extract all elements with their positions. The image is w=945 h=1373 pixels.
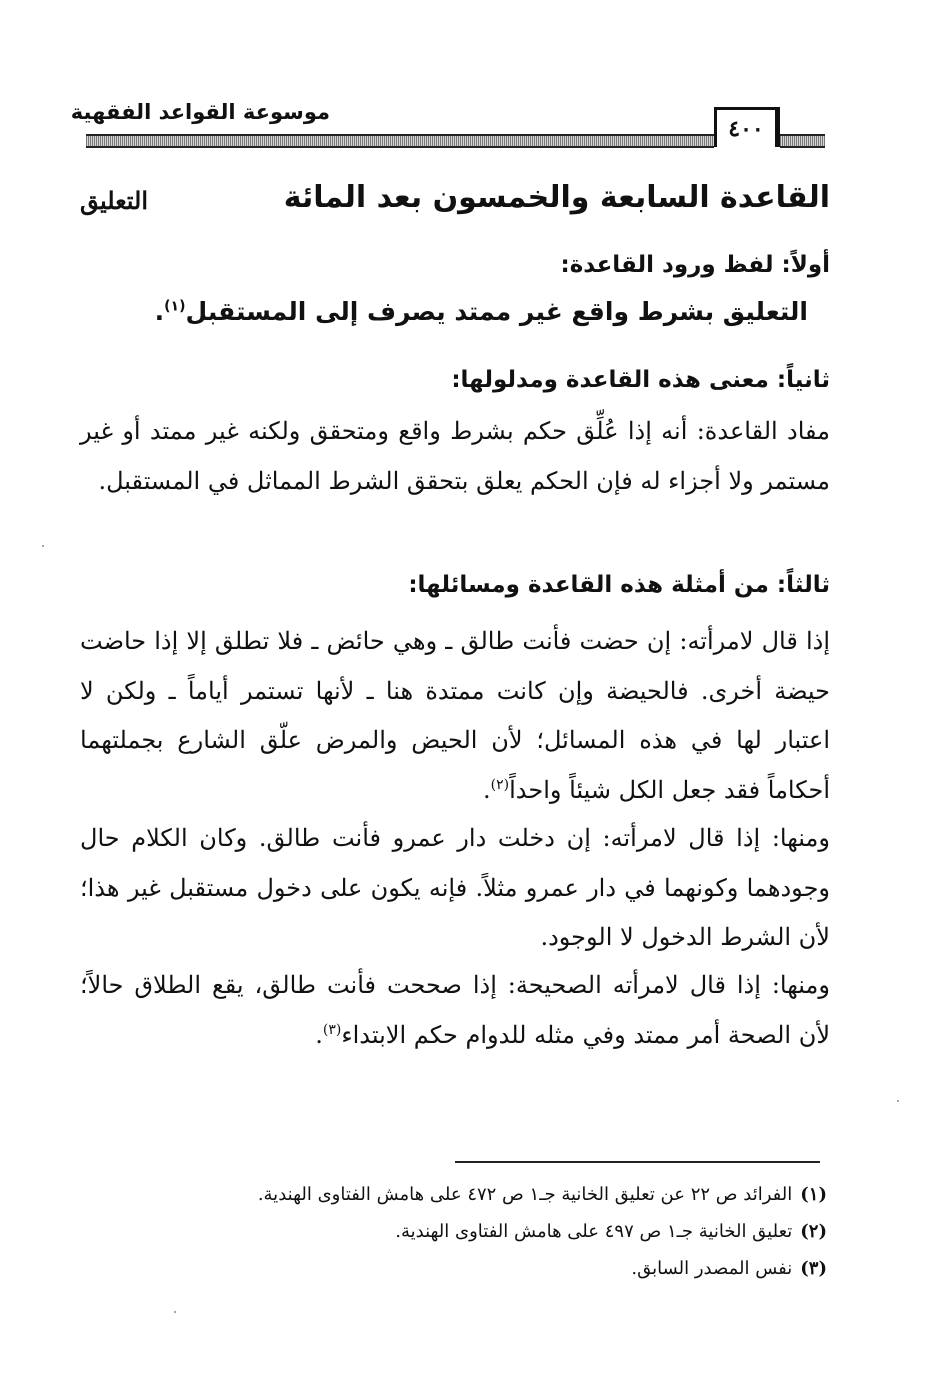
rule-statement-end: . bbox=[154, 297, 165, 326]
scan-speck bbox=[897, 1100, 899, 1102]
footnote-1-text: الفرائد ص ٢٢ عن تعليق الخانية جـ١ ص ٤٧٢ على هامش الفتاوى الهندية. bbox=[257, 1184, 793, 1205]
footnote-separator bbox=[455, 1161, 820, 1163]
footnote-ref-1: (١) bbox=[164, 298, 186, 315]
footnote-ref-3: (٣) bbox=[322, 1021, 342, 1038]
topic-label: التعليق bbox=[80, 186, 149, 215]
rule-statement-text: التعليق بشرط واقع غير ممتد يصرف إلى المستقبل bbox=[185, 297, 808, 326]
section-heading-first: أولاً: لفظ ورود القاعدة: bbox=[560, 252, 830, 278]
example-paragraph-1 bbox=[80, 617, 830, 815]
scan-speck bbox=[174, 1311, 176, 1313]
running-header-title: موسوعة القواعد الفقهية bbox=[70, 100, 330, 124]
footnote-2-text: تعليق الخانية جـ١ ص ٤٩٧ على هامش الفتاوى الهندية. bbox=[395, 1221, 793, 1242]
header-rule-end bbox=[780, 134, 825, 148]
example-1-text: إذا قال لامرأته: إن حضت فأنت طالق ـ وهي حائض ـ فلا تطلق إلا إذا حاضت حيضة أخرى. فالحيضة وإن كانت ممتدة هنا ـ لأنها تستمر أياماً ـ ولكن لا اعتبار لها في هذه المسائل؛ لأن الحيض والمرض علّق الشارع بجملتهما أحكاماً فقد جعل الكل شيئاً واحداً bbox=[80, 627, 830, 804]
example-paragraph-2: ومنها: إذا قال لامرأته: إن دخلت دار عمرو فأنت طالق. وكان الكلام حال وجودهما وكونهما في دار عمرو مثلاً. فإنه يكون على دخول مستقبل غير هذا؛ لأن الشرط الدخول لا الوجود. bbox=[80, 824, 830, 951]
example-paragraph-3 bbox=[80, 961, 830, 1060]
chapter-title: القاعدة السابعة والخمسون بعد المائة bbox=[283, 180, 830, 215]
footnote-ref-2: (٢) bbox=[490, 776, 510, 793]
meaning-paragraph: مفاد القاعدة: أنه إذا عُلِّق حكم بشرط واقع ومتحقق ولكنه غير ممتد أو غير مستمر ولا أجزاء له فإن الحكم يعلق بتحقق الشرط المماثل في المستقبل. bbox=[80, 417, 830, 495]
footnote-1 bbox=[127, 1176, 827, 1213]
footnote-1-number: (١) bbox=[800, 1184, 827, 1205]
example-1-end: . bbox=[483, 775, 491, 804]
section-heading-third: ثالثاً: من أمثلة هذه القاعدة ومسائلها: bbox=[408, 572, 830, 598]
footnote-2 bbox=[127, 1213, 827, 1250]
example-3-end: . bbox=[315, 1020, 323, 1049]
scan-speck bbox=[42, 545, 44, 547]
header-rule bbox=[86, 134, 714, 148]
example-3-text: ومنها: إذا قال لامرأته الصحيحة: إذا صححت فأنت طالق، يقع الطلاق حالاً؛ لأن الصحة أمر ممتد وفي مثله للدوام حكم الابتداء bbox=[80, 971, 830, 1049]
footnote-3 bbox=[127, 1250, 827, 1287]
footnote-2-number: (٢) bbox=[800, 1221, 827, 1242]
page-number: ٤٠٠ bbox=[714, 107, 780, 147]
rule-statement bbox=[155, 297, 808, 326]
section-heading-second: ثانياً: معنى هذه القاعدة ومدلولها: bbox=[451, 367, 830, 393]
footnotes bbox=[127, 1176, 827, 1287]
footnote-3-number: (٣) bbox=[800, 1258, 827, 1279]
footnote-3-text: نفس المصدر السابق. bbox=[631, 1258, 793, 1279]
